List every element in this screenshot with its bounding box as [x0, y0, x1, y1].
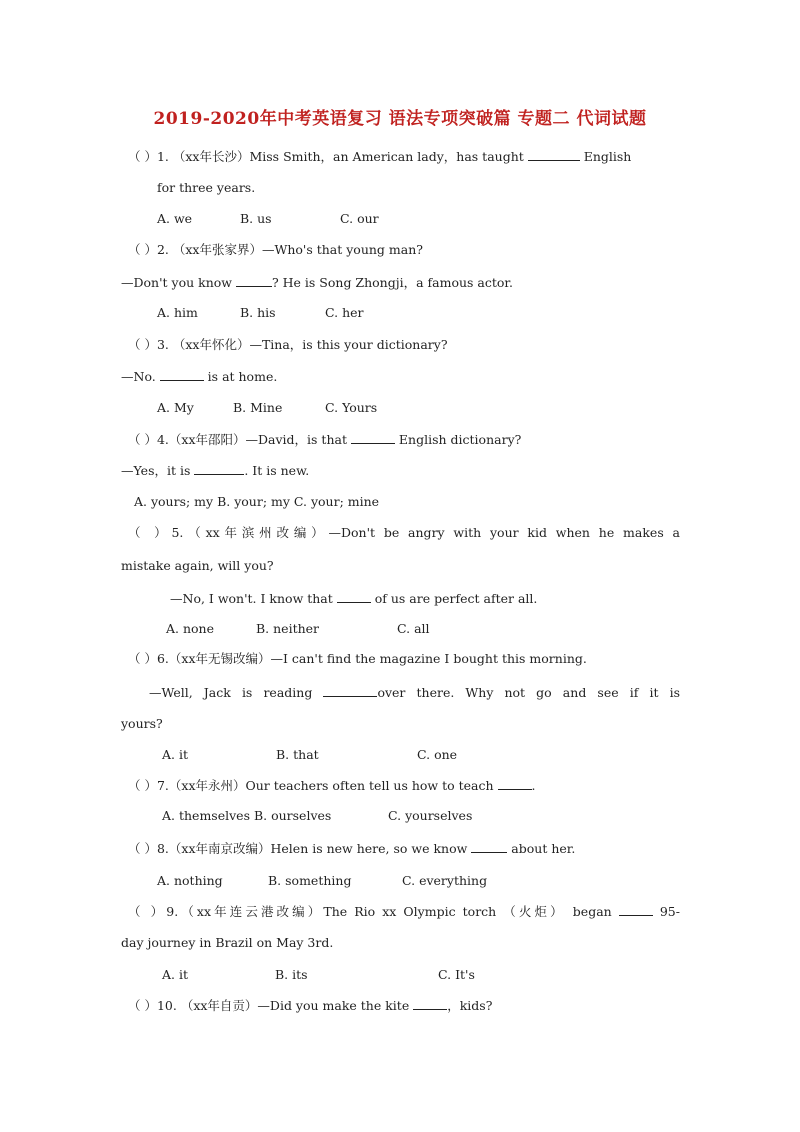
- answer-blank: [351, 431, 395, 444]
- answer-blank: [194, 462, 244, 475]
- question-8-option-c: C. everything: [402, 873, 488, 888]
- question-9-option-b: B. its: [275, 967, 308, 982]
- question-5-option-c: C. all: [397, 621, 430, 636]
- question-5-stem: （ ）5.（xx年滨州改编）—Don't be angry with your kid when he makes a: [128, 525, 680, 540]
- question-2-option-a: A. him: [157, 305, 198, 320]
- question-2-option-c: C. her: [325, 305, 364, 320]
- answer-blank: [498, 777, 532, 790]
- question-1-stem: （ ）1. （xx年长沙）Miss Smith，an American lady，has taught English: [128, 149, 632, 164]
- question-6-stem: （ ）6.（xx年无锡改编）—I can't find the magazine I bought this morning.: [128, 651, 587, 666]
- question-4-options: A. yours; my B. your; my C. your; mine: [134, 494, 380, 509]
- question-6-option-c: C. one: [417, 747, 458, 762]
- question-3-option-b: B. Mine: [233, 400, 283, 415]
- question-8-stem: （ ）8.（xx年南京改编）Helen is new here, so we know about her.: [128, 841, 576, 856]
- question-7-option-ab: A. themselves B. ourselves: [162, 808, 332, 823]
- question-9-stem-cont: day journey in Brazil on May 3rd.: [121, 935, 334, 950]
- question-1-option-c: C. our: [340, 211, 379, 226]
- question-4-stem-cont: —Yes，it is . It is new.: [121, 463, 310, 478]
- question-1-stem-cont: for three years.: [157, 180, 256, 195]
- question-8-option-b: B. something: [268, 873, 352, 888]
- answer-blank: [323, 684, 377, 697]
- question-9-option-c: C. It's: [438, 967, 475, 982]
- page-title: 2019-2020年中考英语复习 语法专项突破篇 专题二 代词试题: [153, 109, 647, 129]
- question-10-stem: （ ）10. （xx年自贡）—Did you make the kite ，kids?: [128, 998, 493, 1013]
- question-3-option-c: C. Yours: [325, 400, 378, 415]
- question-7-option-c: C. yourselves: [388, 808, 473, 823]
- answer-blank: [528, 148, 580, 161]
- question-6-stem-end: yours?: [121, 716, 163, 731]
- question-3-option-a: A. My: [157, 400, 194, 415]
- answer-blank: [160, 368, 204, 381]
- question-6-stem-cont: —Well, Jack is reading over there. Why not go and see if it is: [149, 685, 680, 700]
- question-8-option-a: A. nothing: [157, 873, 223, 888]
- question-5-stem-cont: mistake again, will you?: [121, 558, 274, 573]
- question-9-stem: （ ）9.（xx年连云港改编）The Rio xx Olympic torch （火炬） began 95-: [128, 904, 680, 919]
- question-7-stem: （ ）7.（xx年永州）Our teachers often tell us how to teach .: [128, 778, 536, 793]
- question-2-option-b: B. his: [240, 305, 276, 320]
- answer-blank: [337, 590, 371, 603]
- answer-blank: [413, 997, 447, 1010]
- question-9-option-a: A. it: [162, 967, 188, 982]
- question-5-option-b: B. neither: [256, 621, 320, 636]
- question-2-stem-cont: —Don't you know ? He is Song Zhongji，a famous actor.: [121, 275, 514, 290]
- question-5-option-a: A. none: [166, 621, 214, 636]
- question-3-stem-cont: —No. is at home.: [121, 369, 278, 384]
- question-1-option-a: A. we: [157, 211, 193, 226]
- answer-blank: [619, 903, 653, 916]
- question-6-option-b: B. that: [276, 747, 319, 762]
- question-6-option-a: A. it: [162, 747, 188, 762]
- question-1-option-b: B. us: [240, 211, 272, 226]
- question-3-stem: （ ）3. （xx年怀化）—Tina，is this your dictionary?: [128, 337, 448, 352]
- question-5-stem-reply: —No, I won't. I know that of us are perfect after all.: [170, 591, 538, 606]
- question-2-stem: （ ）2. （xx年张家界）—Who's that young man?: [128, 242, 423, 257]
- answer-blank: [471, 840, 507, 853]
- question-4-stem: （ ）4.（xx年邵阳）—David，is that English dictionary?: [128, 432, 522, 447]
- answer-blank: [236, 274, 272, 287]
